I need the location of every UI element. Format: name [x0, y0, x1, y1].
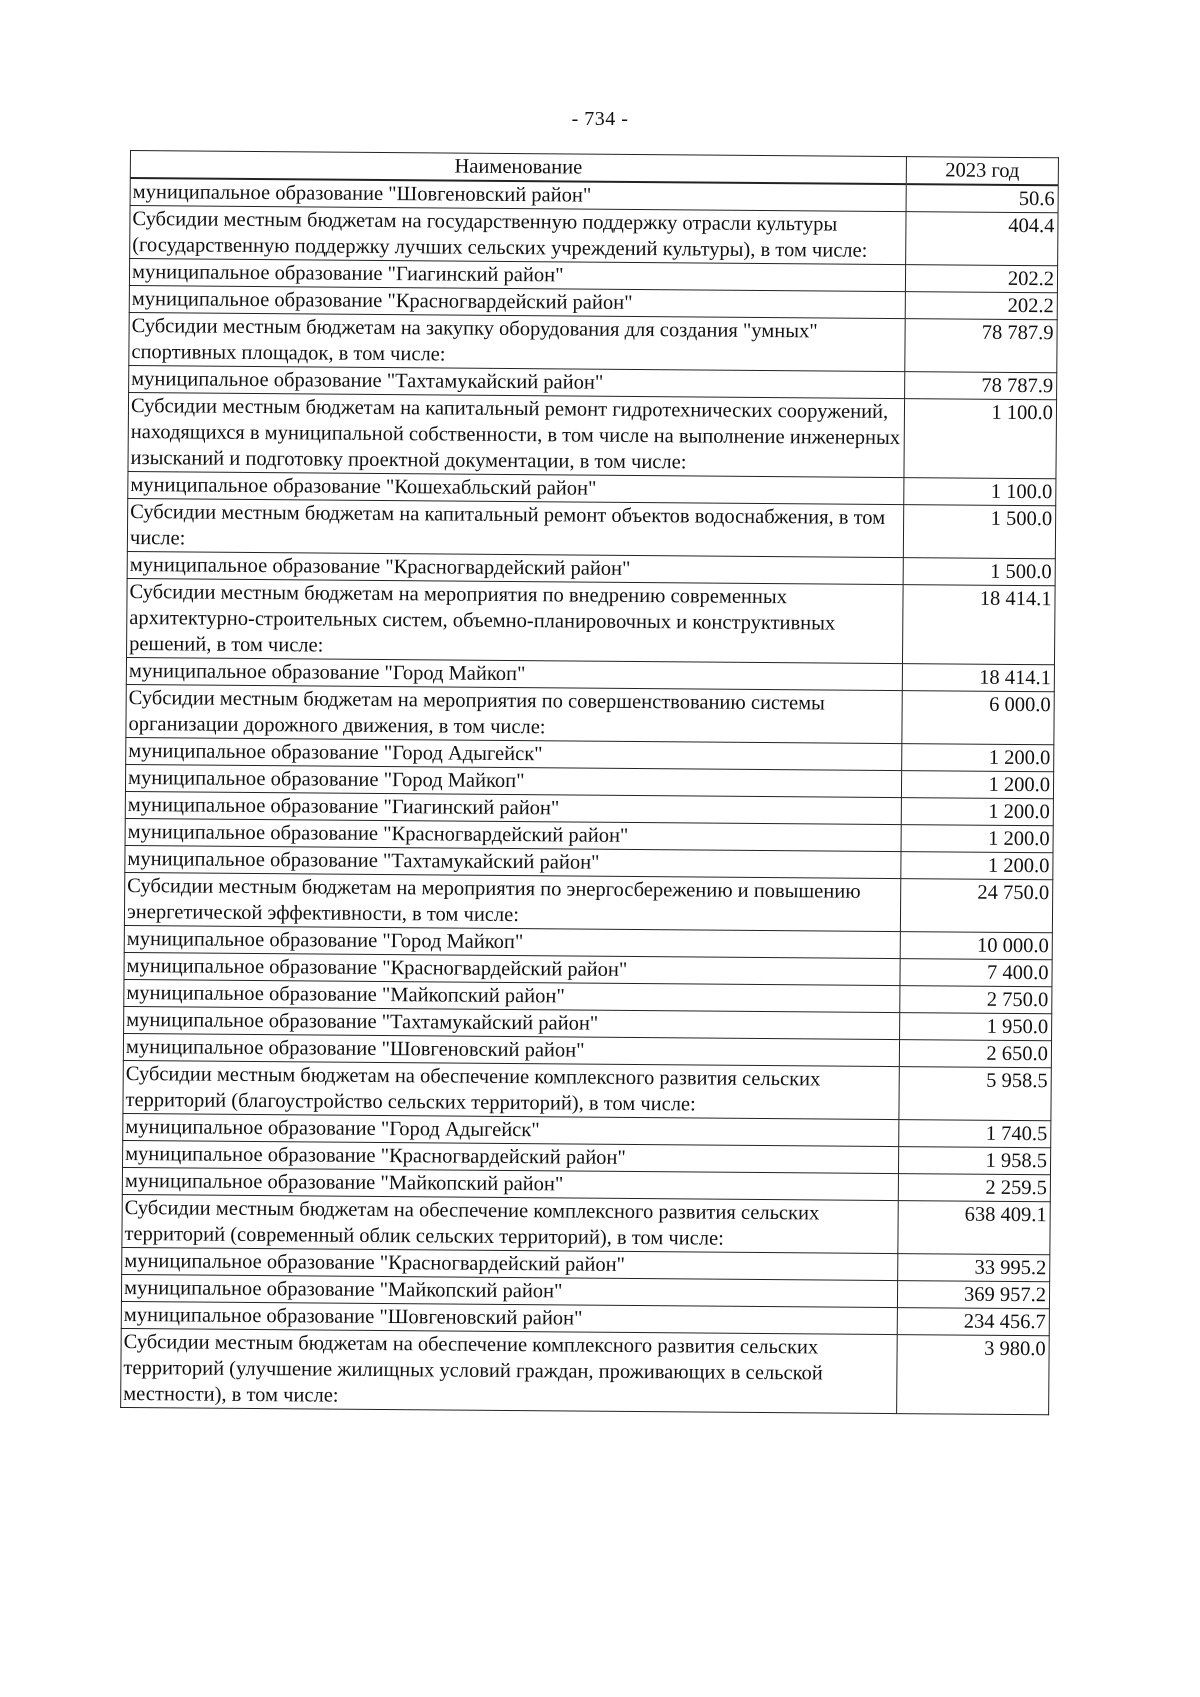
row-value: 404.4	[906, 212, 1058, 266]
row-name: муниципальное образование "Майкопский район"	[122, 1167, 898, 1200]
table-row	[122, 1194, 1050, 1254]
header-name: Наименование	[130, 151, 906, 185]
table-row	[127, 578, 1056, 664]
table-row	[123, 1060, 1051, 1120]
row-value: 3 980.0	[897, 1335, 1050, 1415]
row-value: 638 409.1	[898, 1201, 1050, 1255]
row-name: муниципальное образование "Красногвардейский район"	[127, 551, 903, 584]
table-row	[126, 684, 1054, 744]
page-number: - 734 -	[571, 108, 629, 130]
row-name: Субсидии местным бюджетам на обеспечение комплексного развития сельских территорий (улучшение жилищных условий граждан, проживающих в сельской местности), в том числе:	[121, 1328, 898, 1413]
row-value: 1 100.0	[904, 478, 1056, 506]
row-value: 1 200.0	[901, 852, 1053, 880]
row-name: муниципальное образование "Город Майкоп"	[126, 657, 902, 690]
table-row	[124, 872, 1052, 932]
row-name: Субсидии местным бюджетам на государственную поддержку отрасли культуры (государственную поддержку лучших сельских учреждений культуры), в том числе:	[130, 206, 906, 265]
row-name: муниципальное образование "Шовгеновский район"	[130, 178, 906, 212]
row-value: 1 200.0	[902, 744, 1054, 772]
table-row	[127, 498, 1055, 558]
row-name: Субсидии местным бюджетам на мероприятия по энергосбережению и повышению энергетической эффективности, в том числе:	[124, 872, 900, 931]
row-value: 369 957.2	[897, 1281, 1049, 1309]
row-value: 202.2	[905, 292, 1057, 320]
row-value: 5 958.5	[899, 1067, 1051, 1121]
row-name: муниципальное образование "Красногвардейский район"	[129, 285, 905, 318]
row-value: 18 414.1	[902, 664, 1054, 692]
row-value: 234 456.7	[897, 1308, 1049, 1336]
row-name: муниципальное образование "Тахтамукайский район"	[125, 845, 901, 878]
row-value: 33 995.2	[898, 1254, 1050, 1282]
row-value: 1 950.0	[900, 1013, 1052, 1041]
table-row	[130, 206, 1058, 266]
row-name: муниципальное образование "Майкопский район"	[124, 979, 900, 1012]
row-value: 1 200.0	[901, 798, 1053, 826]
row-value: 6 000.0	[902, 691, 1054, 745]
row-name: муниципальное образование "Гиагинский район"	[129, 259, 905, 292]
row-value: 1 500.0	[903, 505, 1055, 559]
row-value: 2 750.0	[900, 986, 1052, 1014]
row-name: Субсидии местным бюджетам на капитальный ремонт гидротехнических сооружений, находящихся в муниципальной собственности, в том числе на выполнение инженерных изысканий и подготовку проектной документации, в том числе:	[128, 392, 905, 477]
row-value: 2 259.5	[898, 1174, 1050, 1202]
row-value: 2 650.0	[899, 1040, 1051, 1068]
row-name: Субсидии местным бюджетам на мероприятия по внедрению современных архитектурно-строительных систем, объемно-планировочных и конструктивных решений, в том числе:	[127, 578, 904, 663]
header-year: 2023 год	[906, 157, 1058, 186]
table-row	[128, 392, 1057, 478]
row-value: 1 500.0	[903, 558, 1055, 586]
row-value: 1 100.0	[904, 399, 1057, 479]
row-name: муниципальное образование "Гиагинский район"	[125, 791, 901, 824]
row-name: муниципальное образование "Красногвардейский район"	[125, 818, 901, 851]
row-value: 1 200.0	[901, 771, 1053, 799]
row-name: Субсидии местным бюджетам на закупку оборудования для создания "умных" спортивных площадок, в том числе:	[129, 312, 905, 371]
table-row	[121, 1328, 1050, 1414]
row-name: муниципальное образование "Тахтамукайский район"	[129, 365, 905, 398]
row-name: муниципальное образование "Красногвардейский район"	[123, 1140, 899, 1173]
row-name: муниципальное образование "Шовгеновский район"	[123, 1033, 899, 1066]
row-name: муниципальное образование "Город Майкоп"	[125, 764, 901, 797]
row-value: 10 000.0	[900, 932, 1052, 960]
row-name: муниципальное образование "Шовгеновский район"	[121, 1301, 897, 1334]
row-value: 202.2	[905, 265, 1057, 293]
row-value: 50.6	[906, 184, 1058, 213]
row-value: 18 414.1	[902, 585, 1055, 665]
row-value: 1 200.0	[901, 825, 1053, 853]
row-name: муниципальное образование "Красногвардейский район"	[122, 1247, 898, 1280]
row-value: 78 787.9	[905, 372, 1057, 400]
row-value: 1 740.5	[899, 1120, 1051, 1148]
row-name: муниципальное образование "Майкопский район"	[121, 1274, 897, 1307]
row-name: муниципальное образование "Тахтамукайский район"	[124, 1006, 900, 1039]
budget-table	[120, 150, 1059, 1415]
row-value: 78 787.9	[905, 319, 1057, 373]
row-name: муниципальное образование "Город Адыгейск"	[126, 737, 902, 770]
table-body	[121, 178, 1059, 1415]
row-name: Субсидии местным бюджетам на мероприятия по совершенствованию системы организации дорожного движения, в том числе:	[126, 684, 902, 743]
row-name: Субсидии местным бюджетам на капитальный ремонт объектов водоснабжения, в том числе:	[127, 498, 903, 557]
row-value: 7 400.0	[900, 959, 1052, 987]
row-name: муниципальное образование "Город Адыгейск"	[123, 1113, 899, 1146]
row-value: 1 958.5	[898, 1147, 1050, 1175]
row-name: Субсидии местным бюджетам на обеспечение комплексного развития сельских территорий (современный облик сельских территорий), в том числе:	[122, 1194, 898, 1253]
row-name: муниципальное образование "Город Майкоп"	[124, 925, 900, 958]
row-name: Субсидии местным бюджетам на обеспечение комплексного развития сельских территорий (благоустройство сельских территорий), в том числе:	[123, 1060, 899, 1119]
row-value: 24 750.0	[900, 879, 1052, 933]
table-row	[129, 312, 1057, 372]
row-name: муниципальное образование "Кошехабльский район"	[128, 471, 904, 504]
row-name: муниципальное образование "Красногвардейский район"	[124, 952, 900, 985]
